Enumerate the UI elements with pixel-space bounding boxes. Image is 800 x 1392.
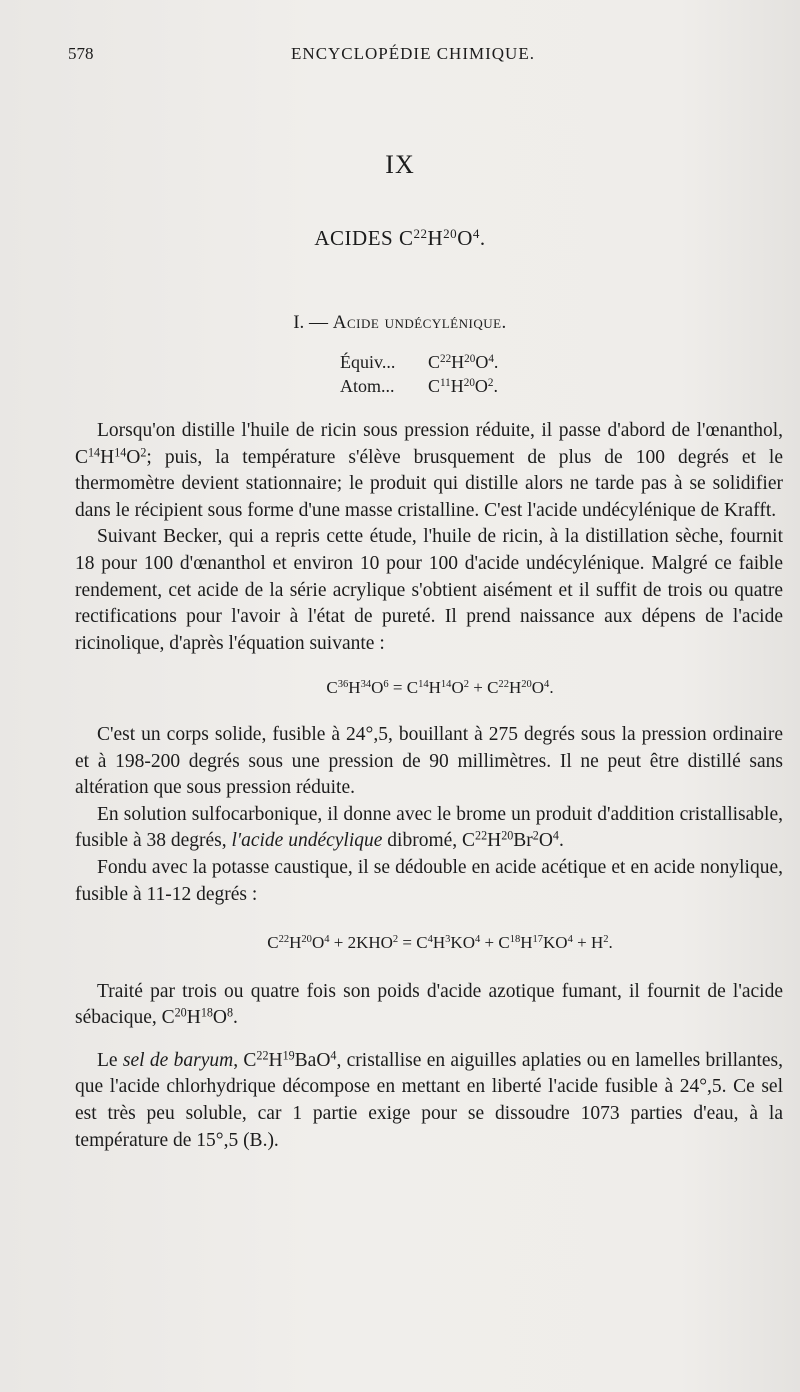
running-title: ENCYCLOPÉDIE CHIMIQUE. <box>291 44 535 63</box>
chapter-number: IX <box>385 150 415 179</box>
section-title: I. — Acide undécylénique. <box>293 312 507 333</box>
equiv-formula: Équiv... $C^{22}H^{20}O^4$. <box>340 352 499 372</box>
paragraph: Traité par trois ou quatre fois son poids d'acide azotique fumant, il fournit de l'acide sébacique, $C^{20}H^{18}O^8$. <box>75 980 783 1029</box>
chapter-title: ACIDES $C^{22}H^{20}O^4$. <box>314 225 486 250</box>
page-number: 578 <box>68 44 94 63</box>
paragraph: C'est un corps solide, fusible à 24°,5, bouillant à 275 degrés sous la pression ordinaire et à 198-200 degrés sous une pression de 90 millimètres. Il ne peut être distillé sans altération que sous pression réduite. <box>75 723 783 799</box>
equation: $C^{22}H^{20}O^4 + 2KHO^2 = C^4H^3KO^4 + C^{18}H^{17}KO^4 + H^2$. <box>267 933 613 953</box>
page-header <box>68 44 758 68</box>
paragraph: Le sel de baryum, $C^{22}H^{19}BaO^4$, cristallise en aiguilles aplaties ou en lamelles brillantes, que l'acide chlorhydrique décompose en mettant en liberté l'acide fusible à 24°,5. Ce sel est très peu soluble, car 1 partie exige pour se dissoudre 1073 parties d'eau, à la température de 15°,5 (B.). <box>75 1048 783 1151</box>
equation: $C^{36}H^{34}O^6 = C^{14}H^{14}O^2 + C^{22}H^{20}O^4$. <box>326 678 554 698</box>
formula-block <box>340 350 498 398</box>
paragraph: Suivant Becker, qui a repris cette étude, l'huile de ricin, à la distillation sèche, fournit 18 pour 100 d'œnanthol et environ 10 pour 100 d'acide undécylénique. Malgré ce faible rendement, cet acide de la série acrylique s'obtient aisément et il suffit de trois ou quatre rectifications pour l'avoir à l'état de pureté. Il prend naissance aux dépens de l'acide ricinolique, d'après l'équation suivante : <box>75 526 783 654</box>
paragraph: Fondu avec la potasse caustique, il se dédouble en acide acétique et en acide nonylique, fusible à 11-12 degrés : <box>75 856 783 905</box>
atom-formula: Atom... $C^{11}H^{20}O^2$. <box>340 376 498 396</box>
paragraph: En solution sulfocarbonique, il donne avec le brome un produit d'addition cristallisable, fusible à 38 degrés, l'acide undécylique dibromé, $C^{22}H^{20}Br^2O^4$. <box>75 803 783 852</box>
paragraph: Lorsqu'on distille l'huile de ricin sous pression réduite, il passe d'abord de l'œnanthol, $C^{14}H^{14}O^2$; puis, la température s'élève brusquement de plus de 100 degrés et le thermomètre devient stationnaire; le produit qui distille alors ne tarde pas à se solidifier dans le récipient sous forme d'une masse cristalline. C'est l'acide undécylénique de Krafft. <box>75 420 783 521</box>
body-text <box>75 418 783 1154</box>
